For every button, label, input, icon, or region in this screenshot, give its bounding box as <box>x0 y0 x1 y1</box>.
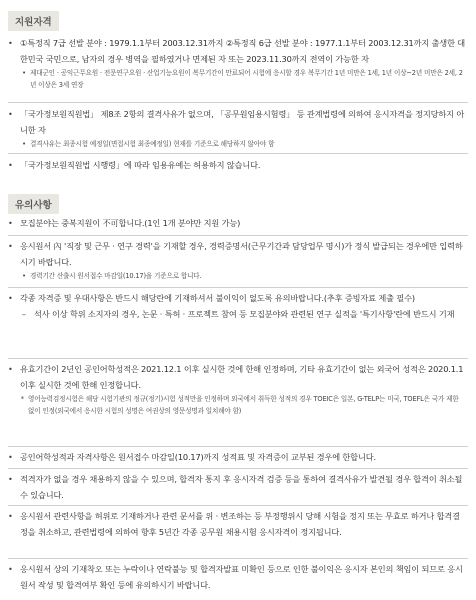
bullet-icon: • <box>8 218 13 228</box>
note-text: 응시원서 內 '직장 및 근무 · 연구 경력'을 기재할 경우, 경력증명서(근무기간과 담당업무 명시)가 정식 발급되는 경우에만 입력하시기 바랍니다. <box>20 241 463 267</box>
bullet-icon: • <box>8 160 13 170</box>
note-item-language-scores <box>8 362 466 417</box>
qual-subnote: 제대군인 · 공익근무요원 · 전문연구요원 · 산업기능요원이 복무기간이 만료되어 시험에 응시할 경우 복무기간 1년 미만은 1세, 1년 이상~2년 미만은 2세, 2년 이상은 3세 연장 <box>30 69 463 90</box>
section-header-qualifications <box>0 10 59 31</box>
note-item-responsibility <box>8 562 466 593</box>
divider <box>8 558 468 559</box>
note-subnote: 영어능력검정시험은 해당 시험기관의 정규(정기)시험 성적만을 인정하며 외국에서 취득한 성적의 경우 TOEIC은 일본, G-TELP는 미국, TOEFL은 국가 제한 없이 인정(외국에서 응시한 시험의 성명은 여권상의 영문성명과 일치해야 함) <box>28 395 459 416</box>
bullet-icon: • <box>8 474 13 484</box>
qual-text: ①특정직 7급 선발 분야 : 1979.1.1부터 2003.12.31까지 ②특정직 6급 선발 분야 : 1977.1.1부터 2003.12.31까지 출생한 대한민국 국민으로, 남자의 경우 병역을 필하였거나 면제된 자 또는 2023.11.30까지 전역이 가능한 자 <box>20 38 466 64</box>
note-subnote: 석사 이상 학위 소지자의 경우, 논문 · 특허 · 프로젝트 참여 등 모집분야와 관련된 연구 실적을 '특기사항'란에 반드시 기재 <box>34 308 455 319</box>
qual-item-deferral <box>8 158 466 174</box>
bullet-icon: • <box>8 293 13 303</box>
bullet-icon: • <box>8 364 13 374</box>
divider <box>8 235 468 236</box>
divider <box>8 358 468 359</box>
qual-text: 「국가정보원직원법」 제8조 2항의 결격사유가 없으며, 「공무원임용시험령」 등 관계법령에 의하여 응시자격을 정지당하지 아니한 자 <box>20 109 465 135</box>
divider <box>8 468 468 469</box>
bullet-icon: • <box>8 564 13 574</box>
note-subnote: 경력기간 산출시 원서접수 마감일(10.17)을 기준으로 합니다. <box>30 272 202 281</box>
bullet-icon: • <box>8 241 13 251</box>
note-item-deadline <box>8 450 466 466</box>
dash-icon: – <box>21 308 26 319</box>
note-item-career <box>8 239 466 282</box>
note-item-single-application <box>8 216 466 232</box>
note-text: 응시원서 관련사항을 허위로 기재하거나 관련 문서를 위 · 변조하는 등 부정행위시 당해 시험을 정지 또는 무효로 하거나 합격결정을 취소하고, 관련법령에 의하여 향후 5년간 각종 공무원 채용시험 응시자격이 정지됩니다. <box>20 511 460 537</box>
note-text: 모집분야는 중복지원이 不可합니다.(1인 1개 분야만 지원 가능) <box>20 218 241 228</box>
note-item-no-eligible <box>8 472 466 503</box>
qual-item-disqualification <box>8 107 466 150</box>
section-title: 유의사항 <box>8 194 59 214</box>
bullet-icon: • <box>22 272 26 281</box>
divider <box>8 446 468 447</box>
divider <box>8 505 468 506</box>
qual-item-age <box>8 36 466 91</box>
bullet-icon: • <box>8 38 13 48</box>
section-header-notes <box>0 193 59 214</box>
note-text: 응시원서 상의 기재착오 또는 누락이나 연락불능 및 합격자발표 미확인 등으로 인한 불이익은 응시자 본인의 책임이 되므로 응시원서 작성 및 합격여부 확인 등에 유의하시기 바랍니다. <box>20 564 463 590</box>
bullet-icon: • <box>8 452 13 462</box>
section-title: 지원자격 <box>8 11 59 31</box>
bullet-icon: • <box>8 511 13 521</box>
divider <box>8 287 468 288</box>
asterisk-icon: * <box>20 395 24 404</box>
note-item-fraud <box>8 509 466 540</box>
note-text: 각종 자격증 및 우대사항은 반드시 해당란에 기재하셔서 불이익이 없도록 유의바랍니다.(추후 증빙자료 제출 필수) <box>20 293 415 303</box>
bullet-icon: • <box>22 140 26 149</box>
note-text: 유효기간이 2년인 공인어학성적은 2021.12.1 이후 실시한 것에 한해 인정하며, 기타 유효기간이 없는 외국어 성적은 2020.1.1 이후 실시한 것에 한해 인정합니다. <box>20 364 464 390</box>
qual-subnote: 결격사유는 최종시험 예정일(면접시험 최종예정일) 현재를 기준으로 해당하지 않아야 함 <box>30 140 275 149</box>
note-text: 공인어학성적과 자격사항은 원서접수 마감일(10.17)까지 성적표 및 자격증이 교부된 경우에 한합니다. <box>20 452 376 462</box>
bullet-icon: • <box>22 69 26 78</box>
divider <box>8 153 468 154</box>
note-item-certificates <box>8 291 466 322</box>
bullet-icon: • <box>8 109 13 119</box>
note-text: 적격자가 없을 경우 채용하지 않을 수 있으며, 합격자 통지 후 응시자격 검증 등을 통하여 결격사유가 발견될 경우 합격이 취소될 수 있습니다. <box>20 474 463 500</box>
qual-text: 「국가정보원직원법 시행령」에 따라 임용유예는 허용하지 않습니다. <box>20 160 261 170</box>
divider <box>8 102 468 103</box>
